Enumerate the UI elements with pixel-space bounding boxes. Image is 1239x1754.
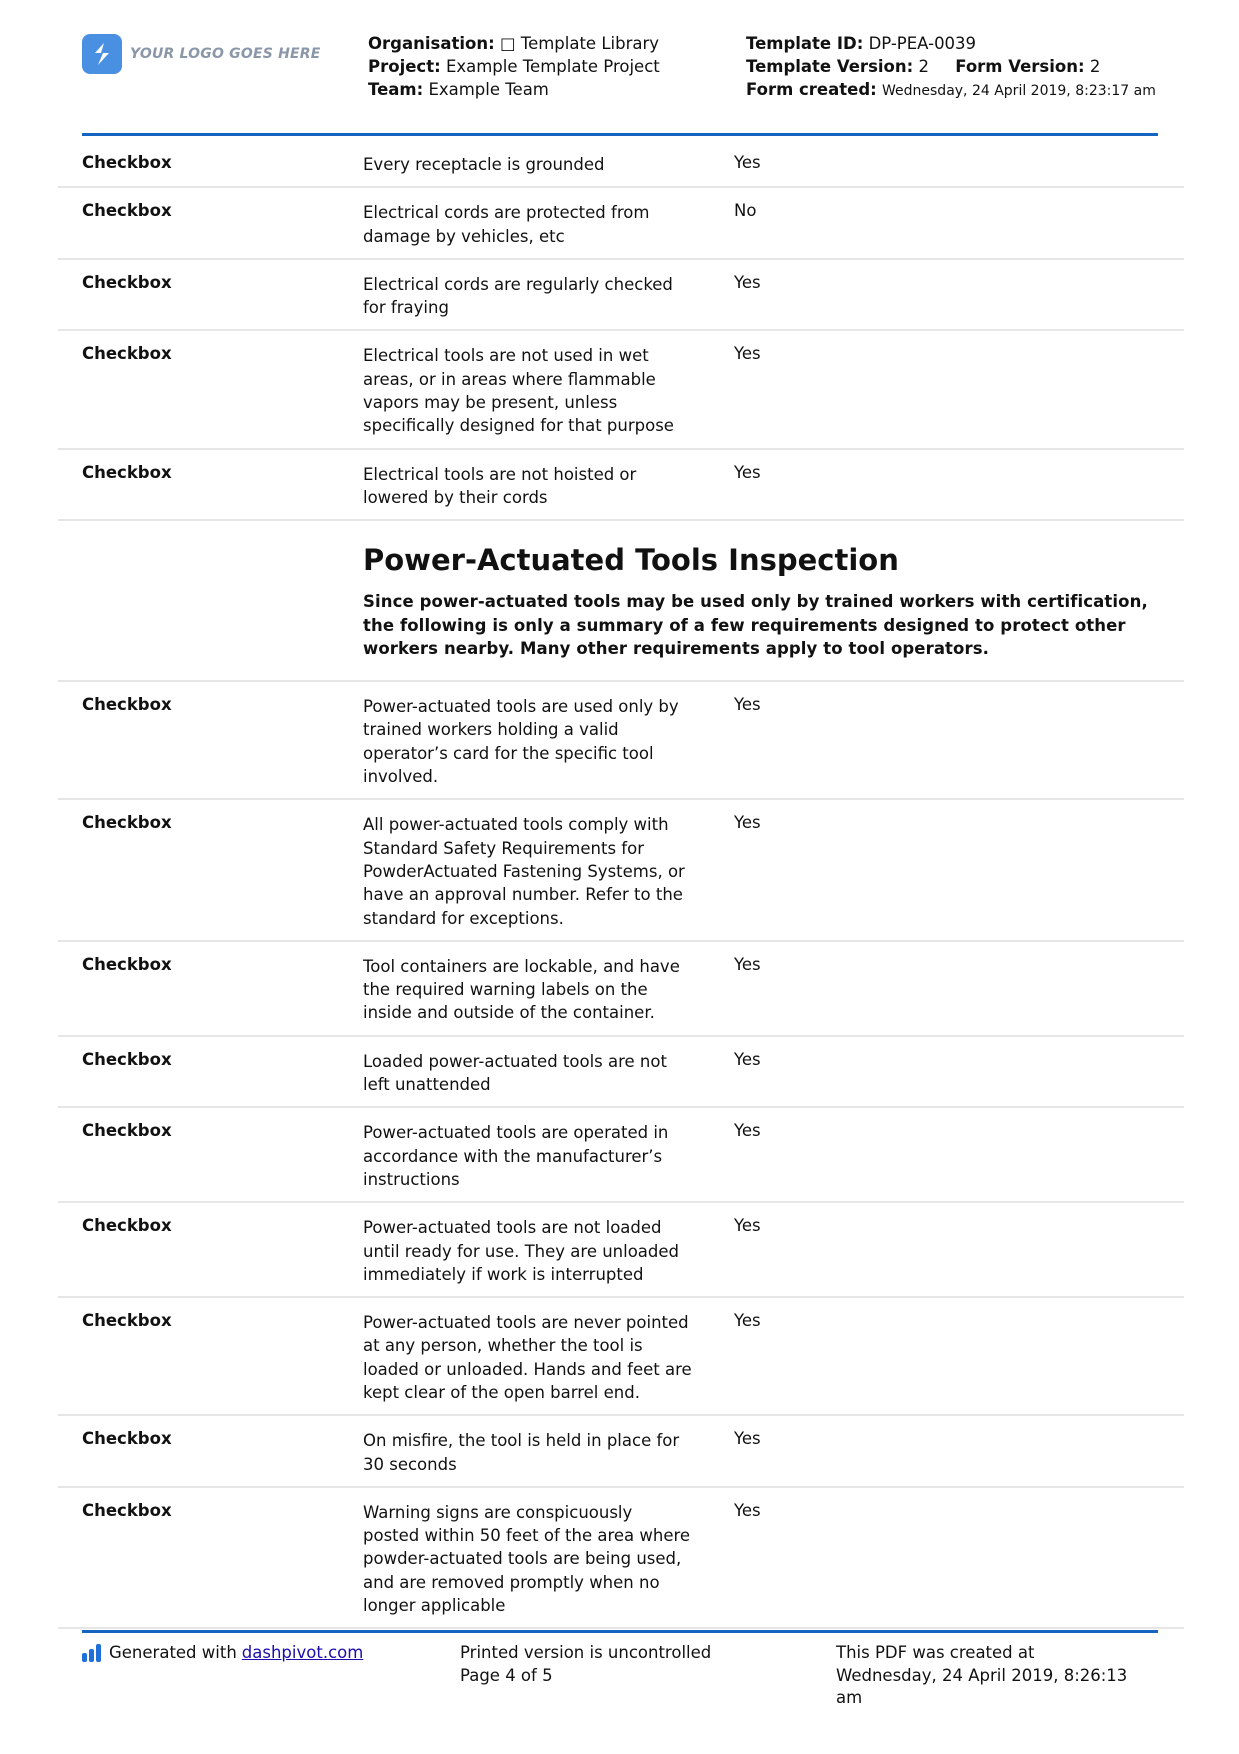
row-type-label: Checkbox [82, 813, 172, 833]
page-number: Page 4 of 5 [460, 1665, 553, 1685]
row-answer: Yes [734, 1429, 761, 1449]
pdf-created-info [836, 1642, 1156, 1710]
row-question: Loaded power-actuated tools are not left unattended [363, 1051, 667, 1095]
row-answer: Yes [734, 695, 761, 715]
form-created-label: Form created: [746, 80, 877, 99]
print-info [460, 1642, 760, 1687]
row-type-label: Checkbox [82, 1216, 172, 1236]
row-type-label: Checkbox [82, 272, 172, 292]
row-answer: Yes [734, 1311, 761, 1331]
generated-text: Generated with [109, 1643, 237, 1662]
row-type-label: Checkbox [82, 201, 172, 221]
pdf-created-label: This PDF was created at [836, 1643, 1035, 1662]
table-row [58, 1203, 1184, 1298]
row-answer: Yes [734, 954, 761, 974]
project-label: Project: [368, 57, 441, 76]
table-row [58, 331, 1184, 449]
template-version-value: 2 [918, 57, 929, 76]
row-question: All power-actuated tools comply with Standard Safety Requirements for PowderActuated Fastening Systems, or have an approval number. Refer to the standard for exceptions. [363, 815, 685, 928]
row-question: Electrical cords are regularly checked for fraying [363, 274, 673, 318]
row-type-label: Checkbox [82, 153, 172, 172]
row-question: Power-actuated tools are never pointed at any person, whether the tool is loaded or unloaded. Hands and feet are kept clear of the open barrel end. [363, 1313, 692, 1402]
checklist-group-electrical [58, 140, 1184, 521]
table-row [58, 1037, 1184, 1109]
row-question: Warning signs are conspicuously posted within 50 feet of the area where powder-actuated tools are being used, and are removed promptly when no longer applicable [363, 1502, 691, 1616]
row-question: Power-actuated tools are operated in accordance with the manufacturer’s instructions [363, 1123, 669, 1189]
row-question: Tool containers are lockable, and have the required warning labels on the inside and outside of the container. [363, 956, 680, 1023]
form-created-value: Wednesday, 24 April 2019, 8:23:17 am [882, 83, 1156, 99]
table-row [58, 140, 1184, 188]
uncontrolled-notice: Printed version is uncontrolled [460, 1643, 712, 1662]
table-row [58, 450, 1184, 522]
row-type-label: Checkbox [82, 695, 172, 715]
row-answer: Yes [734, 813, 761, 833]
table-row [58, 682, 1184, 800]
section-description: Since power-actuated tools may be used only by trained workers with certification, the following is only a summary of a few requirements designed to protect other workers nearby. Many other requirements apply to tool operators. [363, 592, 1148, 658]
company-logo [82, 34, 321, 74]
organisation-value: □ Template Library [499, 34, 660, 53]
template-id-label: Template ID: [746, 34, 864, 53]
row-type-label: Checkbox [82, 1500, 172, 1520]
row-answer: Yes [734, 1121, 761, 1141]
row-type-label: Checkbox [82, 1429, 172, 1449]
form-version-label: Form Version: [955, 57, 1085, 76]
section-power-actuated-tools [58, 521, 1184, 682]
organisation-label: Organisation: [368, 34, 495, 53]
row-question: Electrical tools are not used in wet areas, or in areas where flammable vapors may be present, unless specifically designed for that purpose [363, 346, 674, 436]
section-title: Power-Actuated Tools Inspection [363, 543, 899, 578]
row-answer: Yes [734, 462, 761, 482]
dashpivot-link[interactable]: dashpivot.com [241, 1643, 364, 1662]
row-type-label: Checkbox [82, 462, 172, 482]
row-question: On misfire, the tool is held in place for 30 seconds [363, 1431, 680, 1474]
header-divider [82, 133, 1158, 136]
row-question: Every receptacle is grounded [363, 155, 605, 174]
logo-icon [82, 34, 122, 74]
dashpivot-icon [82, 1644, 101, 1662]
template-version-label: Template Version: [746, 57, 914, 76]
row-question: Power-actuated tools are used only by trained workers holding a valid operator’s card for the specific tool involved. [363, 697, 679, 787]
row-answer: Yes [734, 1049, 761, 1069]
row-question: Electrical cords are protected from damage by vehicles, etc [363, 203, 650, 246]
checklist-group-power-actuated [58, 682, 1184, 1629]
generated-with [82, 1642, 363, 1665]
row-type-label: Checkbox [82, 344, 172, 364]
table-row [58, 1416, 1184, 1488]
row-type-label: Checkbox [82, 1049, 172, 1069]
row-answer: Yes [734, 272, 761, 292]
row-answer: Yes [734, 1500, 761, 1520]
row-type-label: Checkbox [82, 1121, 172, 1141]
checklist-table [58, 140, 1184, 1629]
table-row [58, 1108, 1184, 1203]
row-question: Power-actuated tools are not loaded until ready for use. They are unloaded immediately if work is interrupted [363, 1218, 680, 1284]
table-row [58, 188, 1184, 260]
header-template-info [746, 32, 1156, 103]
table-row [58, 260, 1184, 332]
row-type-label: Checkbox [82, 954, 172, 974]
row-question: Electrical tools are not hoisted or lowered by their cords [363, 464, 637, 507]
team-value: Example Team [428, 80, 549, 99]
table-row [58, 1298, 1184, 1416]
footer-divider [82, 1630, 1158, 1633]
header-project-info [368, 32, 728, 101]
row-answer: Yes [734, 344, 761, 364]
team-label: Team: [368, 80, 424, 99]
row-type-label: Checkbox [82, 1311, 172, 1331]
table-row [58, 1488, 1184, 1629]
row-answer: Yes [734, 153, 761, 172]
form-version-value: 2 [1089, 57, 1101, 76]
page-header [82, 26, 1162, 136]
pdf-created-value: Wednesday, 24 April 2019, 8:26:13 am [836, 1665, 1128, 1707]
logo-text: YOUR LOGO GOES HERE [130, 46, 321, 62]
row-answer: No [734, 201, 757, 221]
template-id-value: DP-PEA-0039 [868, 34, 977, 53]
row-answer: Yes [734, 1216, 761, 1236]
table-row [58, 942, 1184, 1037]
project-value: Example Template Project [445, 57, 660, 76]
table-row [58, 800, 1184, 941]
